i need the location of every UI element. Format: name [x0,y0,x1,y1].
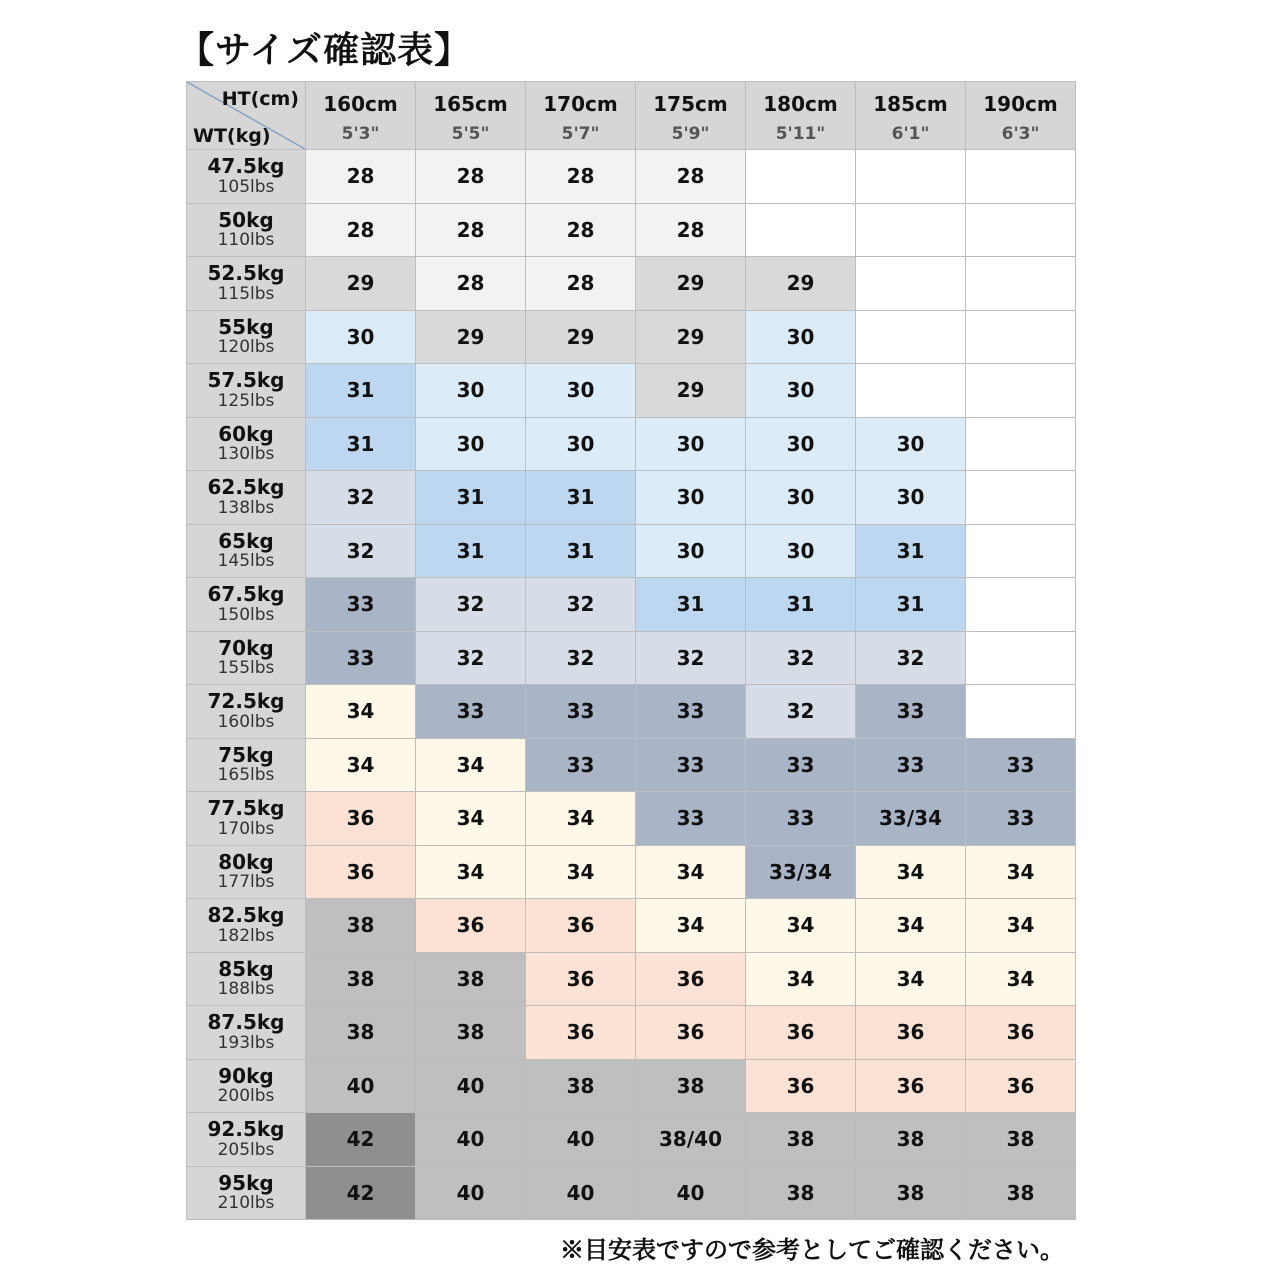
weight-kg: 60kg [218,421,274,446]
size-cell: 36 [746,1059,856,1113]
row-header [187,203,306,257]
weight-lbs: 188lbs [217,979,275,1000]
size-cell: 40 [416,1166,526,1220]
page-title: 【サイズ確認表】 [178,29,472,71]
weight-lbs: 210lbs [217,1193,275,1214]
size-cell: 32 [746,631,856,685]
size-cell: 36 [966,1006,1076,1060]
size-cell: 38 [416,952,526,1006]
size-cell: 40 [526,1113,636,1167]
table-row [187,1113,1076,1167]
weight-kg: 85kg [218,956,274,981]
size-cell: 30 [746,417,856,471]
row-header [187,845,306,899]
table-row [187,257,1076,311]
size-cell: 30 [416,417,526,471]
size-cell: 32 [416,578,526,632]
row-header [187,1006,306,1060]
table-row [187,417,1076,471]
header-row [187,82,1076,150]
footnote: ※目安表ですので参考としてご確認ください。 [560,1235,1064,1264]
weight-lbs: 205lbs [217,1139,275,1160]
weight-lbs: 120lbs [217,337,275,358]
size-cell: 32 [306,524,416,578]
size-cell: 31 [636,578,746,632]
size-cell [966,257,1076,311]
size-cell: 30 [416,364,526,418]
size-cell: 32 [306,471,416,525]
size-cell: 29 [416,310,526,364]
size-cell: 30 [526,364,636,418]
weight-lbs: 155lbs [217,658,275,679]
size-cell: 31 [416,524,526,578]
size-cell: 34 [856,845,966,899]
row-header [187,1059,306,1113]
row-header [187,792,306,846]
height-cm: 180cm [763,91,838,116]
weight-kg: 55kg [218,314,274,339]
size-cell: 38 [526,1059,636,1113]
size-cell: 28 [306,150,416,204]
weight-lbs: 115lbs [217,283,275,304]
size-cell: 31 [526,471,636,525]
size-cell: 33 [966,738,1076,792]
size-chart-table [186,81,1076,1220]
size-cell: 29 [636,310,746,364]
table-row [187,1059,1076,1113]
size-cell: 33 [416,685,526,739]
size-cell: 33 [966,792,1076,846]
weight-axis-label: WT(kg) [193,125,271,147]
size-cell: 29 [526,310,636,364]
size-cell: 33 [856,685,966,739]
size-cell: 36 [526,952,636,1006]
weight-kg: 90kg [218,1063,274,1088]
table-row [187,792,1076,846]
size-cell [966,578,1076,632]
weight-lbs: 125lbs [217,390,275,411]
size-cell: 32 [526,631,636,685]
weight-kg: 62.5kg [207,475,285,500]
weight-lbs: 165lbs [217,765,275,786]
size-cell: 30 [856,471,966,525]
size-cell: 38 [856,1113,966,1167]
row-header [187,1166,306,1220]
weight-lbs: 193lbs [217,1032,275,1053]
weight-kg: 65kg [218,528,274,553]
size-cell: 38 [746,1113,856,1167]
size-cell: 42 [306,1113,416,1167]
table-row [187,310,1076,364]
size-cell [966,310,1076,364]
weight-kg: 70kg [218,635,274,660]
size-cell: 31 [306,364,416,418]
size-cell: 36 [746,1006,856,1060]
size-cell: 30 [636,524,746,578]
table-row [187,845,1076,899]
size-cell: 32 [856,631,966,685]
row-header [187,257,306,311]
weight-kg: 67.5kg [207,582,285,607]
height-feet: 5'9" [671,123,710,144]
weight-lbs: 138lbs [217,497,275,518]
height-feet: 5'5" [451,123,490,144]
size-cell: 33 [636,685,746,739]
size-cell [856,203,966,257]
weight-lbs: 182lbs [217,925,275,946]
size-cell: 38 [746,1166,856,1220]
size-cell: 31 [416,471,526,525]
size-cell [966,364,1076,418]
size-cell: 30 [746,310,856,364]
height-cm: 160cm [323,91,398,116]
size-cell: 36 [636,952,746,1006]
size-cell [856,364,966,418]
size-cell: 40 [306,1059,416,1113]
row-header [187,310,306,364]
weight-kg: 57.5kg [207,368,285,393]
size-cell: 30 [306,310,416,364]
table-row [187,524,1076,578]
column-header [416,82,526,150]
weight-kg: 82.5kg [207,903,285,928]
size-cell: 38 [416,1006,526,1060]
size-cell: 30 [636,417,746,471]
row-header [187,899,306,953]
height-feet: 5'7" [561,123,600,144]
size-cell [746,203,856,257]
size-cell: 36 [416,899,526,953]
table-row [187,578,1076,632]
size-cell: 32 [416,631,526,685]
size-cell: 36 [526,1006,636,1060]
size-cell: 34 [526,845,636,899]
size-cell: 31 [526,524,636,578]
size-cell: 36 [526,899,636,953]
size-cell: 38 [856,1166,966,1220]
size-cell: 38/40 [636,1113,746,1167]
size-cell: 33 [856,738,966,792]
column-header [306,82,416,150]
size-cell: 40 [526,1166,636,1220]
size-cell [746,150,856,204]
size-cell: 28 [526,203,636,257]
size-cell: 33 [526,738,636,792]
size-cell: 34 [856,952,966,1006]
size-cell: 36 [306,845,416,899]
size-cell: 38 [636,1059,746,1113]
weight-kg: 77.5kg [207,796,285,821]
weight-lbs: 160lbs [217,711,275,732]
table-row [187,899,1076,953]
size-cell: 33 [746,738,856,792]
size-cell: 34 [636,899,746,953]
size-cell: 30 [636,471,746,525]
row-header [187,952,306,1006]
size-cell: 33 [636,792,746,846]
table-row [187,685,1076,739]
weight-lbs: 170lbs [217,818,275,839]
size-cell [856,257,966,311]
size-cell: 31 [746,578,856,632]
size-cell: 36 [966,1059,1076,1113]
row-header [187,685,306,739]
row-header [187,417,306,471]
table-row [187,1166,1076,1220]
height-cm: 190cm [983,91,1058,116]
size-cell: 34 [416,845,526,899]
size-cell: 29 [746,257,856,311]
table-row [187,1006,1076,1060]
weight-lbs: 150lbs [217,604,275,625]
table-row [187,738,1076,792]
size-cell: 32 [526,578,636,632]
height-axis-label: HT(cm) [221,88,299,110]
size-cell: 31 [856,578,966,632]
column-header [966,82,1076,150]
table-row [187,203,1076,257]
size-cell: 38 [306,899,416,953]
size-cell: 34 [966,952,1076,1006]
size-cell: 29 [636,257,746,311]
size-cell: 33/34 [856,792,966,846]
size-cell: 32 [746,685,856,739]
size-cell: 31 [306,417,416,471]
size-cell: 36 [636,1006,746,1060]
weight-lbs: 105lbs [217,176,275,197]
size-cell: 28 [416,150,526,204]
height-feet: 6'1" [891,123,930,144]
size-cell: 28 [416,203,526,257]
size-cell: 29 [636,364,746,418]
size-cell: 40 [636,1166,746,1220]
height-cm: 170cm [543,91,618,116]
weight-kg: 50kg [218,207,274,232]
size-cell [966,203,1076,257]
size-cell: 34 [416,738,526,792]
height-feet: 5'3" [341,123,380,144]
size-cell [966,471,1076,525]
size-cell: 28 [526,257,636,311]
column-header [856,82,966,150]
size-cell [966,524,1076,578]
size-cell: 42 [306,1166,416,1220]
size-cell: 38 [966,1113,1076,1167]
row-header [187,471,306,525]
size-cell: 30 [526,417,636,471]
size-cell: 29 [306,257,416,311]
size-cell: 38 [966,1166,1076,1220]
row-header [187,631,306,685]
weight-kg: 95kg [218,1170,274,1195]
weight-kg: 80kg [218,849,274,874]
size-cell: 36 [306,792,416,846]
size-cell: 34 [966,845,1076,899]
weight-lbs: 177lbs [217,872,275,893]
table-row [187,631,1076,685]
size-cell: 32 [636,631,746,685]
weight-kg: 87.5kg [207,1010,285,1035]
size-cell: 38 [306,1006,416,1060]
size-cell [856,310,966,364]
size-cell: 28 [306,203,416,257]
size-cell: 28 [636,150,746,204]
size-cell: 40 [416,1059,526,1113]
height-cm: 185cm [873,91,948,116]
row-header [187,364,306,418]
size-cell: 30 [856,417,966,471]
size-cell: 40 [416,1113,526,1167]
weight-lbs: 200lbs [217,1086,275,1107]
size-cell [966,685,1076,739]
column-header [746,82,856,150]
size-cell: 33/34 [746,845,856,899]
size-cell [966,417,1076,471]
height-feet: 5'11" [775,123,826,144]
size-cell [966,631,1076,685]
column-header [636,82,746,150]
weight-kg: 72.5kg [207,689,285,714]
size-cell: 34 [636,845,746,899]
size-cell: 34 [966,899,1076,953]
size-cell: 34 [416,792,526,846]
row-header [187,738,306,792]
size-cell: 36 [856,1059,966,1113]
height-cm: 165cm [433,91,508,116]
weight-lbs: 110lbs [217,230,275,251]
size-cell: 33 [636,738,746,792]
row-header [187,578,306,632]
height-cm: 175cm [653,91,728,116]
size-cell: 36 [856,1006,966,1060]
weight-lbs: 130lbs [217,444,275,465]
size-cell: 38 [306,952,416,1006]
weight-kg: 75kg [218,742,274,767]
size-cell: 33 [526,685,636,739]
size-cell: 28 [416,257,526,311]
size-cell: 34 [746,952,856,1006]
row-header [187,1113,306,1167]
size-cell: 30 [746,364,856,418]
size-cell: 34 [306,685,416,739]
size-cell: 34 [856,899,966,953]
size-cell: 30 [746,524,856,578]
weight-lbs: 145lbs [217,551,275,572]
size-cell [856,150,966,204]
table-row [187,150,1076,204]
weight-kg: 92.5kg [207,1117,285,1142]
table-row [187,471,1076,525]
table-row [187,952,1076,1006]
weight-kg: 52.5kg [207,261,285,286]
size-cell: 30 [746,471,856,525]
row-header [187,150,306,204]
size-cell [966,150,1076,204]
corner-header [187,82,306,150]
size-cell: 33 [306,578,416,632]
size-cell: 28 [636,203,746,257]
height-feet: 6'3" [1001,123,1040,144]
size-cell: 34 [306,738,416,792]
size-cell: 33 [306,631,416,685]
column-header [526,82,636,150]
size-cell: 34 [746,899,856,953]
size-cell: 34 [526,792,636,846]
size-cell: 31 [856,524,966,578]
row-header [187,524,306,578]
weight-kg: 47.5kg [207,154,285,179]
table-row [187,364,1076,418]
size-cell: 28 [526,150,636,204]
size-cell: 33 [746,792,856,846]
